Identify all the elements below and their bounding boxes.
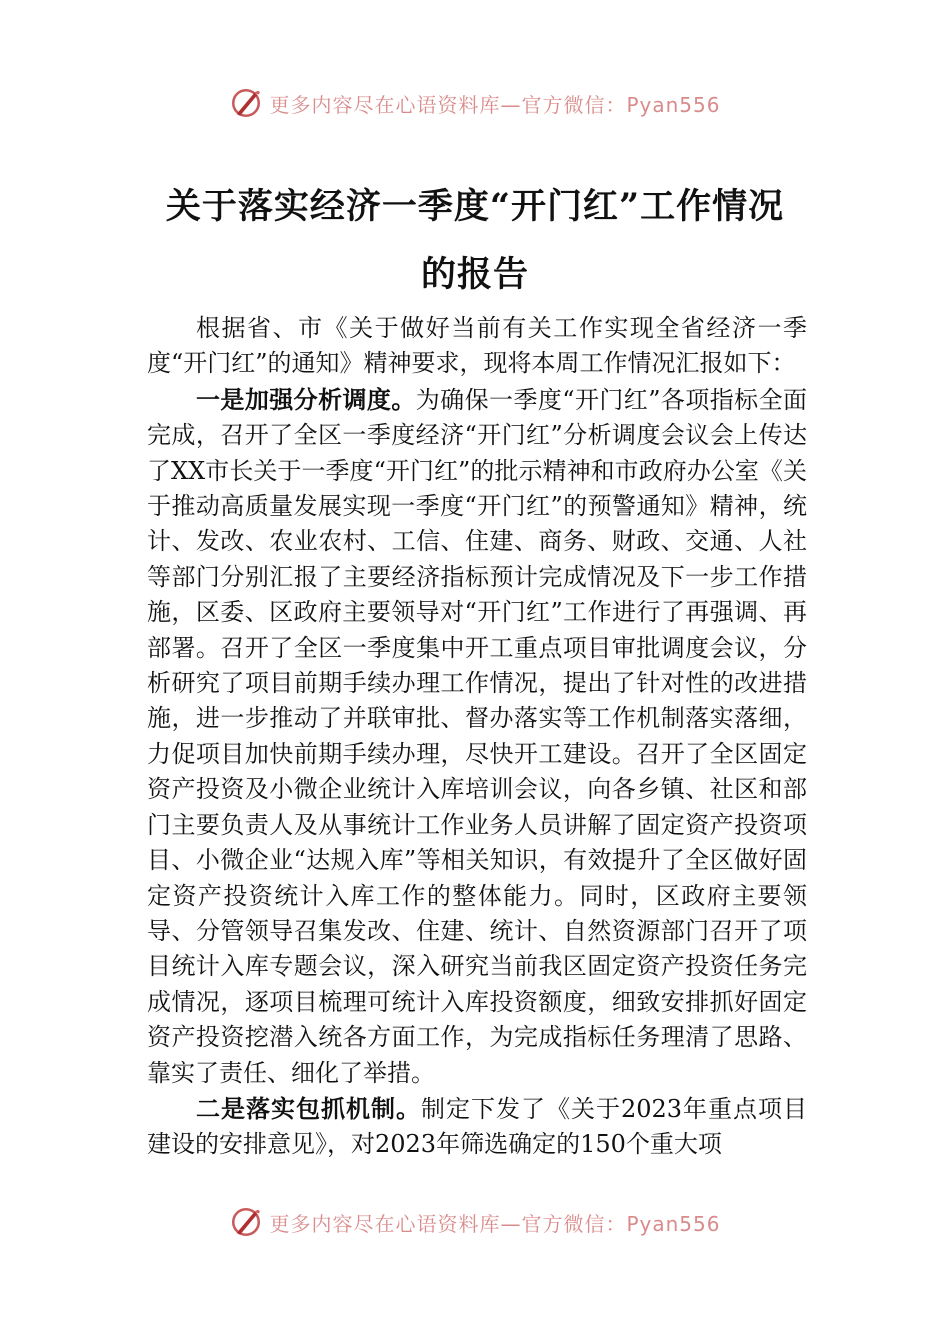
document-body (147, 311, 807, 1163)
section-paragraph-1 (147, 382, 807, 1091)
section-text-1: 为确保一季度“开门红”各项指标全面完成，召开了全区一季度经济“开门红”分析调度会议会上传达了XX市长关于一季度“开门红”的批示精神和市政府办公室《关于推动高质量发展实现一季度“开门红”的预警通知》精神，统计、发改、农业农村、工信、住建、商务、财政、交通、人社等部门分别汇报了主要经济指标预计完成情况及下一步工作措施，区委、区政府主要领导对“开门红”工作进行了再强调、再部署。召开了全区一季度集中开工重点项目审批调度会议，分析研究了项目前期手续办理工作情况，提出了针对性的改进措施，进一步推动了并联审批、督办落实等工作机制落实落细，力促项目加快前期手续办理，尽快开工建设。召开了全区固定资产投资及小微企业统计入库培训会议，向各乡镇、社区和部门主要负责人及从事统计工作业务人员讲解了固定资产投资项目、小微企业“达规入库”等相关知识，有效提升了全区做好固定资产投资统计入库工作的整体能力。同时，区政府主要领导、分管领导召集发改、住建、统计、自然资源部门召开了项目统计入库专题会议，深入研究当前我区固定资产投资任务完成情况，逐项目梳理可统计入库投资额度，细致安排抓好固定资产投资挖潜入统各方面工作，为完成指标任务理清了思路、靠实了责任、细化了举措。 (147, 385, 807, 1087)
section-text-2: 制定下发了《关于2023年重点项目建设的安排意见》，对2023年筛选确定的150个重大项 (147, 1094, 807, 1159)
watermark-footer (0, 1205, 950, 1239)
document-title-line-2: 的报告 (420, 254, 529, 295)
intro-paragraph: 根据省、市《关于做好当前有关工作实现全省经济一季度“开门红”的通知》精神要求，现将本周工作情况汇报如下： (147, 314, 807, 378)
quill-pen-icon (229, 1205, 263, 1239)
watermark-text: 更多内容尽在心语资料库—官方微信：Pyan556 (269, 1211, 721, 1236)
document-title-line-1: 关于落实经济一季度“开门红”工作情况 (165, 186, 785, 227)
quill-pen-icon (229, 86, 263, 120)
watermark-text: 更多内容尽在心语资料库—官方微信：Pyan556 (269, 92, 721, 117)
section-lead-2: 二是落实包抓机制。 (196, 1093, 421, 1123)
section-lead-1: 一是加强分析调度。 (196, 384, 416, 414)
watermark-header (0, 86, 950, 120)
section-paragraph-2 (147, 1091, 807, 1163)
